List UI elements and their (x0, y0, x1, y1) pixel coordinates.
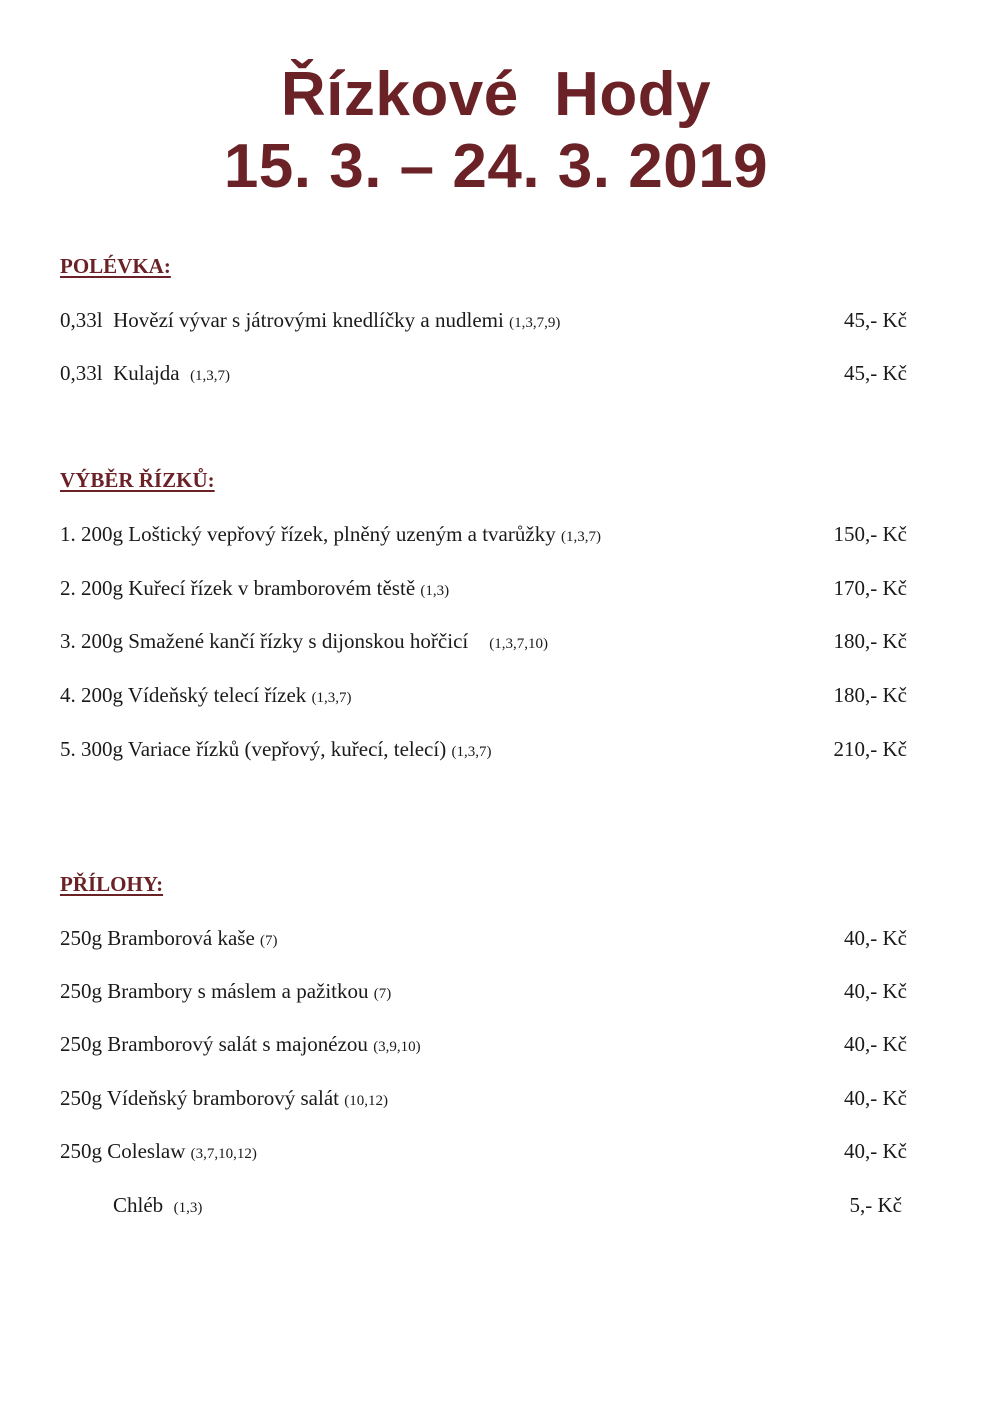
item-name: 250g Bramborová kaše (60, 926, 261, 950)
item-allergens: (7) (260, 933, 278, 949)
menu-date-range: 15. 3. – 24. 3. 2019 (223, 132, 769, 201)
menu-item (0, 629, 992, 659)
item-name: 3. 200g Smažené kančí řízky s dijonskou hořčicí (60, 629, 490, 653)
item-allergens: (3,7,10,12) (190, 1146, 257, 1162)
item-price: 40,- Kč (844, 1139, 907, 1163)
item-price: 40,- Kč (844, 1032, 907, 1056)
item-name: 250g Brambory s máslem a pažitkou (60, 979, 374, 1003)
menu-item (0, 308, 992, 338)
item-allergens: (1,3,7) (311, 690, 352, 706)
item-price: 45,- Kč (844, 308, 907, 332)
item-allergens: (1,3,7) (560, 529, 601, 545)
menu-item (0, 576, 992, 606)
item-allergens: (1,3,7,10) (489, 636, 548, 652)
sides-heading: PŘÍLOHY: (60, 872, 164, 896)
menu-item (0, 979, 992, 1009)
item-price: 40,- Kč (844, 1086, 907, 1110)
menu-title: Řízkové Hody (280, 60, 712, 129)
menu-item (0, 1139, 992, 1169)
item-name: 250g Bramborový salát s majonézou (60, 1032, 374, 1056)
item-price: 40,- Kč (844, 979, 907, 1003)
item-price: 180,- Kč (833, 629, 907, 653)
item-price: 45,- Kč (844, 361, 907, 385)
item-price: 150,- Kč (833, 522, 907, 546)
item-allergens: (1,3) (173, 1200, 203, 1216)
menu-item (0, 1032, 992, 1062)
item-allergens: (7) (373, 986, 392, 1002)
item-name: 5. 300g Variace řízků (vepřový, kuřecí, telecí) (60, 737, 452, 761)
item-allergens: (3,9,10) (373, 1039, 421, 1055)
item-name: 0,33l Kulajda (60, 361, 191, 385)
menu-item (0, 522, 992, 552)
item-name: 250g Vídeňský bramborový salát (60, 1086, 345, 1110)
item-name: 1. 200g Loštický vepřový řízek, plněný uzeným a tvarůžky (60, 522, 561, 546)
item-name: 0,33l Hovězí vývar s játrovými knedlíčky a nudlemi (60, 308, 510, 332)
soups-heading: POLÉVKA: (60, 254, 171, 278)
menu-item (0, 1086, 992, 1116)
item-price: 5,- Kč (849, 1193, 902, 1217)
menu-item (0, 361, 992, 391)
menu-item (0, 1193, 992, 1223)
item-allergens: (1,3,7,9) (509, 315, 561, 331)
item-name: 4. 200g Vídeňský telecí řízek (60, 683, 312, 707)
item-price: 40,- Kč (844, 926, 907, 950)
item-name: 250g Coleslaw (60, 1139, 191, 1163)
menu-item (0, 683, 992, 713)
item-name: 2. 200g Kuřecí řízek v bramborovém těstě (60, 576, 421, 600)
item-allergens: (10,12) (344, 1093, 388, 1109)
item-price: 170,- Kč (833, 576, 907, 600)
item-price: 180,- Kč (833, 683, 907, 707)
item-price: 210,- Kč (833, 737, 907, 761)
item-name: Chléb (113, 1193, 174, 1217)
item-allergens: (1,3,7) (451, 744, 492, 760)
menu-item (0, 926, 992, 956)
menu-item (0, 737, 992, 767)
item-allergens: (1,3) (420, 583, 450, 599)
item-allergens: (1,3,7) (190, 368, 231, 384)
schnitzels-heading: VÝBĚR ŘÍZKŮ: (60, 468, 215, 492)
